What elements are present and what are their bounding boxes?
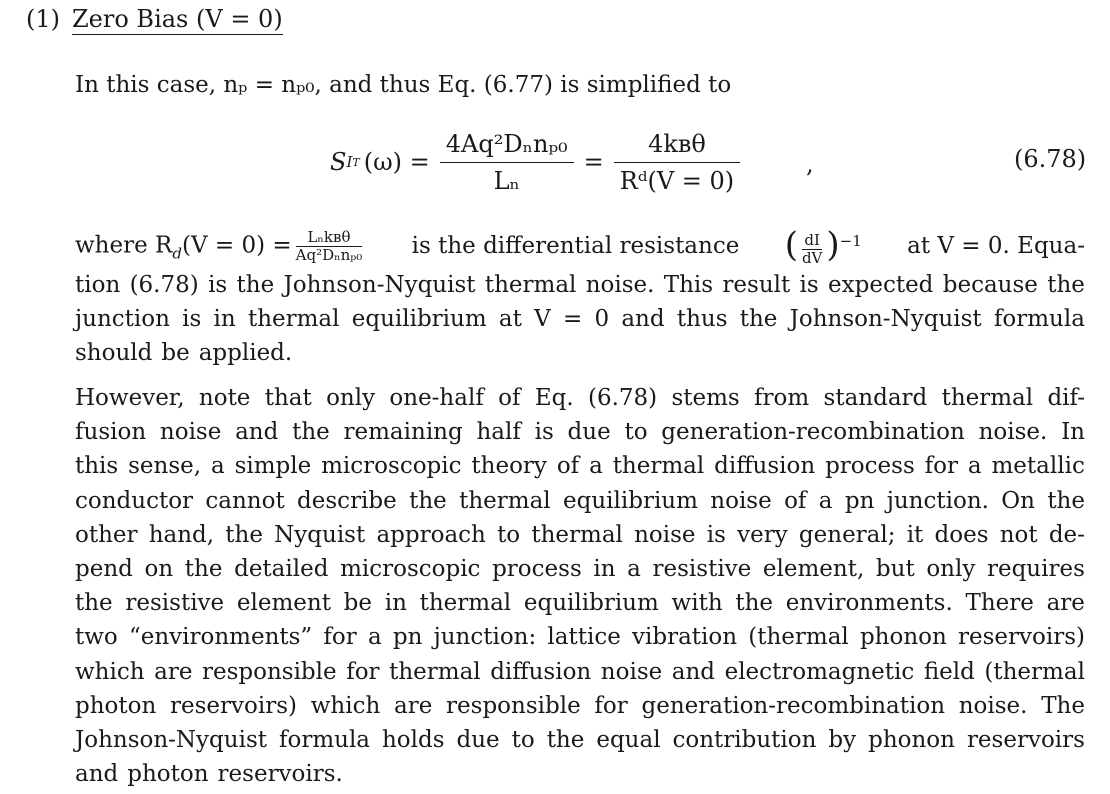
text-line: pend on the detailed microscopic process in a resistive element, but only requires <box>75 556 1085 582</box>
eq-fraction-2-numerator: 4kʙθ <box>648 129 706 158</box>
where-mid: is the differential resistance <box>411 233 740 259</box>
eq-lhs-sub: I <box>346 153 353 171</box>
text-line: tion (6.78) is the Johnson-Nyquist thermal noise. This result is expected because the <box>75 272 1085 298</box>
eq-fraction-1-denominator: Lₙ <box>493 166 520 195</box>
display-equation <box>330 122 750 202</box>
right-paren: ) <box>826 224 840 265</box>
text-line: and photon reservoirs. <box>75 761 343 788</box>
derivative-exponent: −1 <box>839 231 862 250</box>
fraction-bar <box>440 162 574 163</box>
text-line: Johnson-Nyquist formula holds due to the equal contribution by phonon reservoirs <box>75 727 1085 753</box>
section-heading <box>26 2 283 36</box>
eq-fraction-2-denominator: Rᵈ(V = 0) <box>619 166 735 195</box>
text-line: junction is in thermal equilibrium at V = 0 and thus the Johnson-Nyquist formula <box>75 306 1085 332</box>
where-pre-tail: (V = 0) = <box>181 232 292 258</box>
left-paren: ( <box>784 224 798 265</box>
text-line: which are responsible for thermal diffusion noise and electromagnetic field (thermal <box>75 658 1085 685</box>
where-post: at V = 0. Equa- <box>907 233 1085 259</box>
intro-sentence: In this case, nₚ = nₚ₀, and thus Eq. (6.77) is simplified to <box>75 72 732 98</box>
text-line: should be applied. <box>75 340 293 366</box>
eq-lhs: S <box>330 148 347 176</box>
where-pre-text: where R <box>75 232 173 258</box>
text-line: two “environments” for a pn junction: lattice vibration (thermal phonon reservoirs) <box>75 624 1085 651</box>
section-title: Zero Bias (V = 0) <box>72 5 283 33</box>
fraction-bar <box>614 162 740 163</box>
text-line: this sense, a simple microscopic theory of a thermal diffusion process for a metallic <box>75 453 1085 480</box>
eq-comma: , <box>806 150 814 178</box>
eq-lhs-subsub: T <box>352 155 360 169</box>
text-line: However, note that only one-half of Eq. (6.78) stems from standard thermal dif- <box>75 385 1085 411</box>
text-line: fusion noise and the remaining half is due to generation-recombination noise. In <box>75 419 1085 446</box>
eq-lhs-arg: (ω) = <box>363 148 430 176</box>
derivative-numerator: dI <box>804 231 820 250</box>
eq-fraction-1 <box>440 129 574 196</box>
equation-number: (6.78) <box>1014 145 1087 173</box>
eq-equals: = <box>583 148 604 176</box>
derivative-expr <box>785 225 862 268</box>
derivative-denominator: dV <box>801 249 823 268</box>
where-fraction <box>296 229 363 264</box>
section-number: (1) <box>26 5 60 33</box>
text-line: photon reservoirs) which are responsible for generation-recombination noise. The <box>75 692 1085 719</box>
where-pre-sub: d <box>172 244 182 262</box>
text-line: the resistive element be in thermal equilibrium with the environments. There are <box>75 590 1085 617</box>
eq-fraction-1-numerator: 4Aq²Dₙnₚ₀ <box>445 129 568 158</box>
text-line: other hand, the Nyquist approach to thermal noise is very general; it does not de- <box>75 521 1085 548</box>
where-fraction-denominator: Aq²Dₙnₚ₀ <box>295 245 363 264</box>
where-pre <box>75 229 366 264</box>
text-line: conductor cannot describe the thermal equilibrium noise of a pn junction. On the <box>75 487 1085 514</box>
eq-fraction-2 <box>614 129 740 196</box>
derivative-fraction <box>802 232 822 267</box>
where-line <box>75 226 1085 266</box>
where-fraction-numerator: Lₙkʙθ <box>307 227 351 246</box>
